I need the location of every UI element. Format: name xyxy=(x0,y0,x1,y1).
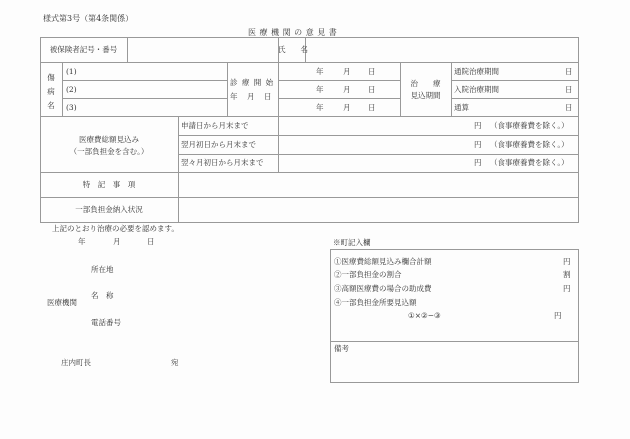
illness-item-3[interactable]: (3) xyxy=(66,103,77,112)
inpatient-period-unit[interactable]: 日 xyxy=(565,85,573,94)
medical-cost-label: 医療費総額見込み xyxy=(79,135,139,144)
total-period-label: 通算 xyxy=(454,103,469,112)
town-formula-unit[interactable]: 円 xyxy=(554,311,562,320)
insured-number-label: 被保険者記号・番号 xyxy=(49,45,118,54)
insured-number-field[interactable] xyxy=(128,38,278,62)
illness-item-2[interactable]: (2) xyxy=(66,85,77,94)
town-item-1-label: ①医療費総額見込み欄合計額 xyxy=(334,257,432,266)
town-formula: ①×②−③ xyxy=(408,311,441,320)
start-date-label-2: 年 月 日 xyxy=(230,92,273,101)
addressee-recipient: 庄内町長 xyxy=(61,358,91,367)
form-number: 様式第3号（第4条関係） xyxy=(43,14,134,23)
treatment-period-label-2: 見込期間 xyxy=(410,91,441,100)
town-item-4-label: ④一部負担金所要見込額 xyxy=(334,298,417,307)
page-title: 医 療 機 関 の 意 見 書 xyxy=(248,28,338,37)
special-notes-label: 特 記 事 項 xyxy=(82,180,136,189)
town-item-2-unit[interactable]: 割 xyxy=(563,270,571,279)
total-period-unit[interactable]: 日 xyxy=(565,103,573,112)
illness-label: 傷 病 名 xyxy=(47,73,55,110)
name-field[interactable] xyxy=(306,38,578,62)
copay-status-label: 一部負担金納入状況 xyxy=(75,205,143,214)
illness-item-1[interactable]: (1) xyxy=(66,67,77,76)
name-label: 氏 名 xyxy=(278,45,308,54)
inpatient-period-label: 入院治療期間 xyxy=(454,85,499,94)
cost-period-2: 翌月初日から月末まで xyxy=(181,140,256,149)
treatment-period-label: 治 療 xyxy=(410,79,441,88)
special-notes-field[interactable] xyxy=(179,173,578,197)
phone-label: 電話番号 xyxy=(91,318,121,327)
remarks-label: 備考 xyxy=(334,344,349,353)
town-item-1-unit[interactable]: 円 xyxy=(563,257,571,266)
copay-status-field[interactable] xyxy=(179,198,578,222)
remarks-field[interactable] xyxy=(331,354,578,382)
addressee-suffix: 宛 xyxy=(171,358,179,367)
institution-label: 医療機関 xyxy=(47,298,77,307)
town-item-2-label: ②一部負担金の割合 xyxy=(334,270,402,279)
outpatient-period-label: 通院治療期間 xyxy=(454,67,499,76)
cost-period-1: 申請日から月末まで xyxy=(181,121,249,130)
town-item-3-unit[interactable]: 円 xyxy=(563,284,571,293)
town-item-3-label: ③高額医療費の場合の助成費 xyxy=(334,284,432,293)
institution-name-label: 名 称 xyxy=(91,291,114,300)
address-label: 所在地 xyxy=(91,265,114,274)
medical-cost-sublabel: （一部負担金を含む。） xyxy=(69,147,149,156)
cost-period-3: 翌々月初日から月末まで xyxy=(181,158,264,167)
town-section-heading: ※町記入欄 xyxy=(333,238,371,247)
outpatient-period-unit[interactable]: 日 xyxy=(565,67,573,76)
certification-statement: 上記のとおり治療の必要を認めます。 xyxy=(52,224,179,233)
start-date-label: 診 療 開 始 xyxy=(230,78,275,87)
